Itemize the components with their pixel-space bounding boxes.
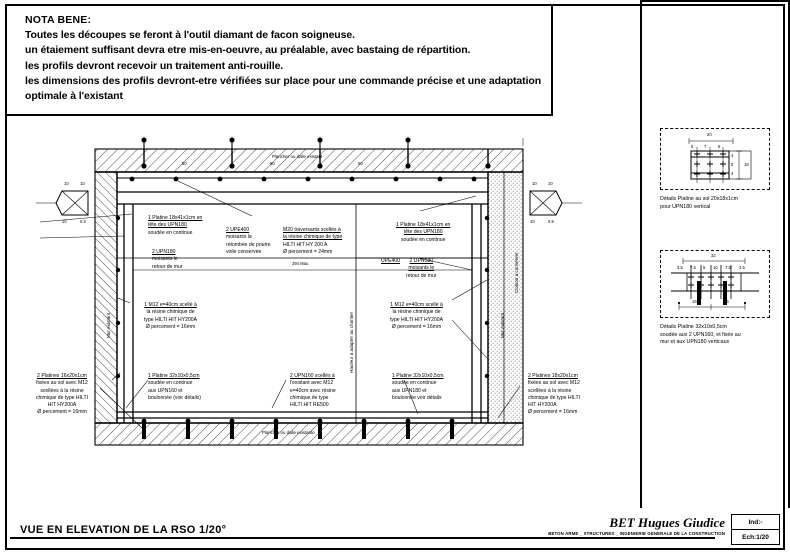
slab-bottom-label: Plancher ou dalle existante xyxy=(262,430,315,435)
detail-1-dim-r1: 5 xyxy=(691,144,694,149)
title-divider xyxy=(10,537,715,539)
index-value: Ind:- xyxy=(732,515,779,530)
note-2-line-1: 2 UPN180 xyxy=(152,249,176,255)
note-9-line-3: scellées à la résine xyxy=(40,387,84,394)
detail-1-caption-line-2: pour UPN180 vertical xyxy=(660,203,711,210)
left-small-1: 10 xyxy=(62,219,67,224)
right-small-2: 0.5 xyxy=(548,219,554,224)
detail-1-dim-right-3: 4 xyxy=(731,171,734,176)
partition-label: Cloison a conserver xyxy=(514,252,519,293)
note-6-line-1: 2 UPN180 xyxy=(409,258,434,264)
note-1-line-3: soudée en continue xyxy=(148,229,193,236)
nota-bene-line-3: les profils devront recevoir un traitement anti-rouille. xyxy=(25,59,284,72)
note-12-line-4: boulonnée voir détails xyxy=(392,394,442,401)
note-11-line-2: l'existant avec M12 xyxy=(290,380,334,387)
top-dim-3: 50 xyxy=(358,161,363,166)
note-1-line-1: 1 Platine 18x41x1cm en xyxy=(148,215,203,221)
top-dim-1: 50 xyxy=(182,161,187,166)
top-bolts xyxy=(130,177,477,182)
note-9-line-1: 2 Platines 16x20x1cm xyxy=(37,373,87,379)
slab-top-label: Plancher ou dalle existant xyxy=(272,154,323,159)
note-5-line-1: 1 Platine 18x41x1cm en xyxy=(396,222,451,228)
note-3-line-4: voile conservée xyxy=(226,248,262,255)
index-scale-box xyxy=(731,514,780,545)
note-platines-sol-right xyxy=(528,373,580,417)
note-7-line-4: Ø percement = 16mm xyxy=(145,323,196,330)
note-9-line-2: fixées au sol avec M12 xyxy=(36,380,88,387)
detail-2-dim-r4: 10 xyxy=(713,265,718,270)
right-small-1: 10 xyxy=(530,219,535,224)
right-dim-1: 10 xyxy=(532,181,537,186)
detail-2-caption-line-2: soudée aux 2 UPN160, et fixée au xyxy=(660,331,741,338)
note-5-line-3: soudée en continue xyxy=(400,236,446,243)
height-label: Hauteur a adapter au chantier xyxy=(349,311,354,373)
note-4-line-1: M20 traversants scellés à xyxy=(283,227,341,233)
note-3-line-2: moisants la xyxy=(226,234,252,241)
detail-1-caption-line-1: Détails Platine au sol 20x18x1cm xyxy=(660,196,739,202)
detail-1-dim-right-2: 5 xyxy=(731,162,734,167)
note-upn180-left xyxy=(152,249,183,271)
note-11-line-4: chimique de type xyxy=(290,394,329,401)
wall-right-label: Mur existant xyxy=(500,312,505,338)
note-8-line-2: la résine chimique de xyxy=(392,309,441,316)
detail-1-dim-right-1: 4 xyxy=(731,153,734,158)
left-wall xyxy=(95,172,117,423)
detail-2-caption xyxy=(660,324,741,347)
note-upn180-right xyxy=(406,258,437,280)
note-13-line-3: scellées à la résine xyxy=(528,387,572,394)
note-13-line-6: Ø percement = 16mm xyxy=(528,409,578,416)
note-platine-32-left xyxy=(148,373,201,402)
detail-1-dim-r2: 7 xyxy=(704,144,707,149)
detail-1-dim-r3: 5 xyxy=(718,144,721,149)
upn160-sill xyxy=(117,412,488,418)
detail-1-dim-top: 20 xyxy=(707,132,712,137)
note-11-line-5: HILTI HIT RE500 xyxy=(290,402,329,409)
detail-2-dim-top: 32 xyxy=(711,253,716,258)
scale-value: Ech:1/20 xyxy=(742,534,769,541)
note-upe400-tag xyxy=(381,258,400,265)
note-upe400-moisants xyxy=(226,227,270,256)
left-corbel xyxy=(36,191,88,215)
detail-1-dim-side: 18 xyxy=(744,162,749,167)
detail-2-dim-r6: 3.5 xyxy=(739,265,745,270)
note-11-line-1: 2 UPN160 scellés à xyxy=(290,373,335,379)
note-7-line-3: type HILTI HIT HY200A xyxy=(144,316,198,323)
nota-bene-line-2: un étaiement suffisant devra etre mis-en-oeuvre, au préalable, avec bastaing de répartition. xyxy=(25,44,471,57)
note-7-line-1: 1 M12 e=40cm scellé à xyxy=(144,302,197,308)
note-platine-32-right xyxy=(392,373,444,402)
note-m12-right xyxy=(390,302,443,331)
note-3-line-1: 2 UPE400 xyxy=(226,227,250,233)
detail-2-dim-r5: 7.5 xyxy=(725,265,731,270)
note-9-line-6: Ø percement = 16mm xyxy=(37,409,87,416)
detail-1-svg xyxy=(661,129,769,189)
right-wall xyxy=(488,172,523,423)
note-12-line-3: aux UPN180 et xyxy=(392,387,427,394)
note-m12-left xyxy=(144,302,197,331)
note-10-line-1: 1 Platine 32x10x0,5cm xyxy=(148,373,200,379)
detail-2-caption-line-1: Détails Platine 32x10x0,5cm xyxy=(660,324,727,330)
note-upe400-tag-text: UPE400 xyxy=(381,258,400,264)
note-10-line-2: soudée en continue xyxy=(148,380,193,387)
detail-2-caption-line-3: mur et aux UPN180 verticaux xyxy=(660,339,730,346)
company-tagline: BETON ARME _ STRUCTURES _ INGENIERIE GENERALE DE LA CONSTRUCTION xyxy=(548,531,725,536)
note-4-line-4: Ø percement = 24mm xyxy=(283,248,333,255)
note-platine-tete-right xyxy=(396,222,450,244)
left-dim-1: 10 xyxy=(64,181,69,186)
note-12-line-1: 1 Platine 32x10x0,5cm xyxy=(392,373,444,379)
detail-2-dim-b2: 16 xyxy=(724,299,729,304)
note-8-line-4: Ø percement = 16mm xyxy=(391,323,442,330)
note-m20-traversants xyxy=(283,227,342,256)
detail-2-box xyxy=(660,250,770,318)
note-8-line-3: type HILTI HIT HY200A xyxy=(390,316,444,323)
detail-2-dim-r1: 3.5 xyxy=(677,265,683,270)
company-name: BET Hugues Giudice xyxy=(609,515,725,530)
view-title: VUE EN ELEVATION DE LA RSO 1/20° xyxy=(20,524,227,536)
top-slab xyxy=(95,149,523,172)
detail-2-dim-r2: 7.5 xyxy=(690,265,696,270)
note-4-line-3: HILTI HIT HY 200 A xyxy=(283,241,328,248)
note-10-line-4: boulonnée (voir détails) xyxy=(148,394,201,401)
note-platines-sol-left xyxy=(36,373,88,417)
note-10-line-3: aux UPN160 et xyxy=(148,387,183,394)
note-platine-tete-left xyxy=(148,215,202,237)
note-6-line-3: retour de mur xyxy=(406,272,437,279)
note-13-line-2: fixées au sol avec M12 xyxy=(528,380,580,387)
left-small-2: 0.5 xyxy=(80,219,86,224)
nota-bene-heading: NOTA BENE: xyxy=(25,14,92,26)
detail-2-svg xyxy=(661,251,769,317)
note-upn160-scelles xyxy=(290,373,336,409)
note-8-line-1: 1 M12 e=40cm scellé à xyxy=(390,302,443,308)
right-dim-2: 10 xyxy=(548,181,553,186)
note-6-line-2: moisants le xyxy=(408,265,435,272)
note-4-line-2: la résine chimique de type xyxy=(283,234,343,241)
top-dim-2: 50 xyxy=(270,161,275,166)
detail-1-box xyxy=(660,128,770,190)
detail-1-caption xyxy=(660,196,738,211)
note-9-line-4: chimique de type HILTI xyxy=(36,394,88,401)
note-11-line-3: e=40cm avec résine xyxy=(290,387,336,394)
note-13-line-4: chimique de type HILTI xyxy=(528,394,580,401)
nota-bene-line-4: les dimensions des profils devront-etre vérifiées sur place pour une commande précise et une adaptation xyxy=(25,74,542,87)
nota-bene-line-1: Toutes les découpes se feront à l'outil diamant de facon soigneuse. xyxy=(25,29,355,42)
width-dimension-text: 394 Max. xyxy=(292,261,310,266)
note-9-line-5: HIT HY200A xyxy=(47,402,77,409)
note-2-line-2: moisants le xyxy=(152,256,178,263)
note-3-line-3: retombée de poutre xyxy=(226,241,271,248)
note-2-line-3: retour de mur xyxy=(152,263,183,270)
left-dim-2: 10 xyxy=(80,181,85,186)
note-1-line-2: tête des UPN180 xyxy=(148,222,187,229)
note-5-line-2: tête des UPN180 xyxy=(403,229,443,236)
wall-left-label: Mur existant xyxy=(106,312,111,338)
detail-2-dim-r3: 5 xyxy=(703,265,706,270)
note-13-line-5: HIT HY200A xyxy=(528,402,557,409)
note-13-line-1: 2 Platines 18x20x1cm xyxy=(528,373,578,379)
detail-2-dim-b1: 16 xyxy=(692,299,697,304)
nota-bene-block xyxy=(5,4,553,116)
nota-bene-line-5: optimale à l'existant xyxy=(25,90,123,103)
note-7-line-2: la résine chimique de xyxy=(146,309,195,316)
right-corbel xyxy=(530,191,582,215)
note-12-line-2: soudée en continue xyxy=(392,380,437,387)
